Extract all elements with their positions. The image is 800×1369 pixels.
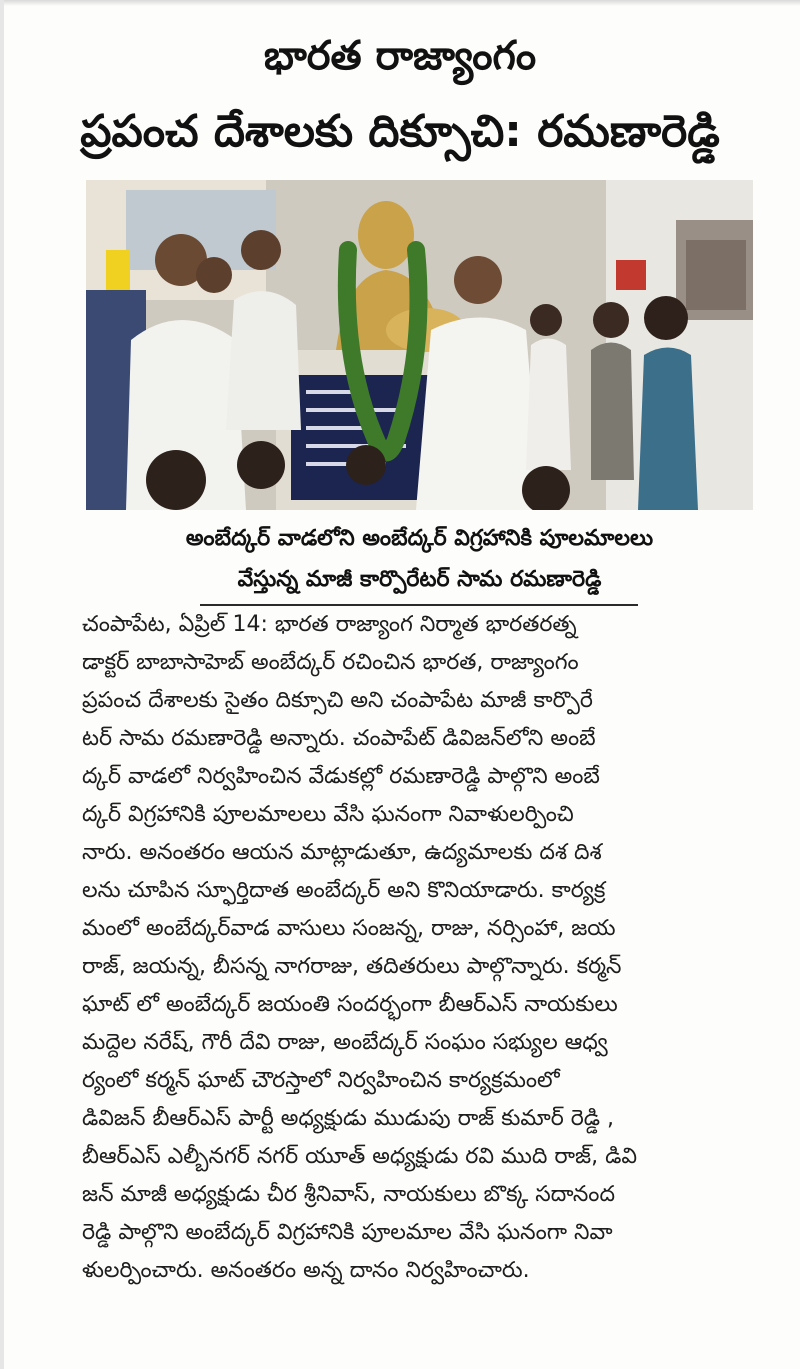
article-body — [82, 606, 772, 1290]
body-line: మద్దెల నరేష్, గౌరీ దేవి రాజు, అంబేద్కర్ సంఘం సభ్యుల ఆధ్వ — [82, 1030, 608, 1055]
body-line: డాక్టర్ బాబాసాహెబ్ అంబేద్కర్ రచించిన భారత, రాజ్యాంగం — [82, 650, 579, 675]
body-line: రాజ్, జయన్న, బీసన్న నాగరాజు, తదితరులు పాల్గొన్నారు. కర్మన్ — [82, 954, 622, 979]
body-line: జన్ మాజీ అధ్యక్షుడు చీర శ్రీనివాస్, నాయకులు బొక్క సదానంద — [82, 1182, 615, 1207]
scan-edge-top — [0, 0, 800, 6]
body-line: రెడ్డి పాల్గొని అంబేద్కర్ విగ్రహానికి పూలమాల వేసి ఘనంగా నివా — [82, 1220, 613, 1245]
photo-illustration — [86, 180, 753, 510]
body-line: ద్కర్ విగ్రహానికి పూలమాలలు వేసి ఘనంగా నివాళులర్పించి — [82, 802, 574, 827]
news-photo — [86, 180, 753, 510]
body-line: ఘాట్ లో అంబేద్కర్ జయంతి సందర్భంగా బీఆర్ఎస్ నాయకులు — [82, 992, 618, 1017]
body-line: చంపాపేట, ఏప్రిల్ 14: భారత రాజ్యాంగ నిర్మాత భారతరత్న — [82, 612, 577, 637]
body-line: నారు. అనంతరం ఆయన మాట్లాడుతూ, ఉద్యమాలకు దశ దిశ — [82, 840, 602, 865]
body-line: ద్కర్ వాడలో నిర్వహించిన వేడుకల్లో రమణారెడ్డి పాల్గొని అంబే — [82, 764, 600, 789]
body-line: బీఆర్ఎస్ ఎల్బీనగర్ నగర్ యూత్ అధ్యక్షుడు రవి ముది రాజ్, డివి — [82, 1144, 637, 1169]
headline-line-1: భారత రాజ్యాంగం — [263, 33, 537, 79]
body-line: టర్ సామ రమణారెడ్డి అన్నారు. చంపాపేట్ డివిజన్‌లోని అంబే — [82, 726, 596, 751]
scan-edge-left — [0, 0, 4, 1369]
body-line: మంలో అంబేద్కర్‌వాడ వాసులు సంజన్న, రాజు, నర్సింహా, జయ — [82, 916, 616, 941]
photo-caption-line-1: అంబేద్కర్ వాడలోని అంబేద్కర్ విగ్రహానికి పూలమాలలు — [185, 526, 654, 551]
photo-caption-line-2: వేస్తున్న మాజీ కార్పొరేటర్ సామ రమణారెడ్డి — [237, 567, 602, 592]
headline-line-2: ప్రపంచ దేశాలకు దిక్సూచి: రమణారెడ్డి — [80, 106, 720, 157]
body-line: ళులర్పించారు. అనంతరం అన్న దానం నిర్వహించారు. — [82, 1258, 530, 1283]
body-line: ర్యంలో కర్మన్ ఘాట్ చౌరస్తాలో నిర్వహించిన కార్యక్రమంలో — [82, 1068, 560, 1093]
body-line: డివిజన్ బీఆర్ఎస్ పార్టీ అధ్యక్షుడు ముడుపు రాజ్ కుమార్ రెడ్డి , — [82, 1106, 615, 1131]
body-line: ప్రపంచ దేశాలకు సైతం దిక్సూచి అని చంపాపేట మాజీ కార్పొరే — [82, 688, 593, 713]
body-line: లను చూపిన స్ఫూర్తిదాత అంబేద్కర్ అని కొనియాడారు. కార్యక్ర — [82, 878, 606, 903]
